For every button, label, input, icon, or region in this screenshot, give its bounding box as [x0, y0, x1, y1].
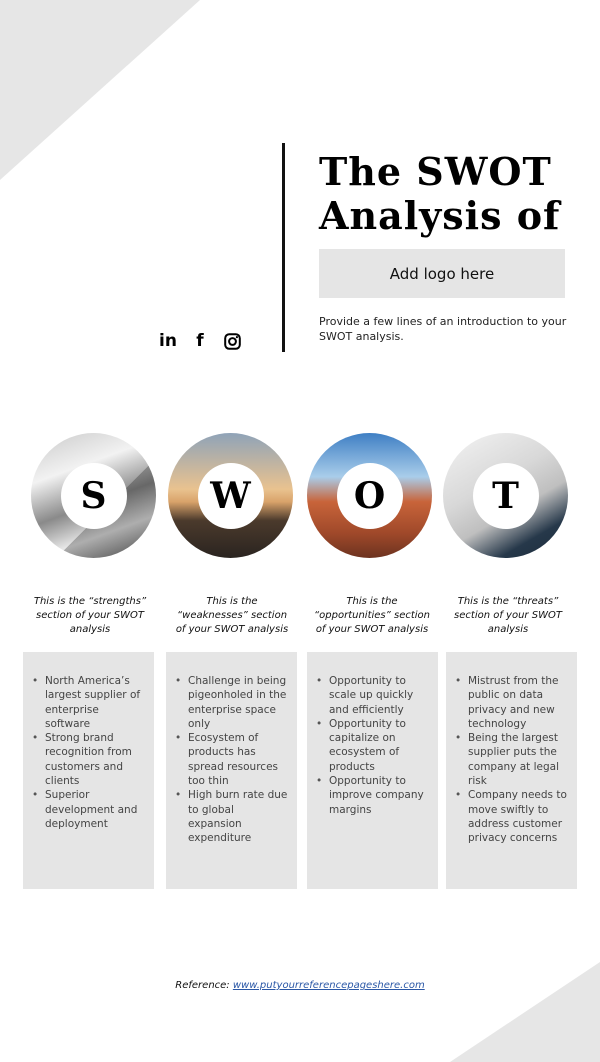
- list-item: • Strong brand recognition from customers and clients: [45, 731, 146, 788]
- weaknesses-letter: W: [198, 463, 264, 529]
- weaknesses-image: [168, 433, 293, 558]
- social-links: [158, 331, 242, 351]
- list-item: • Mistrust from the public on data privacy and new technology: [468, 674, 569, 731]
- opportunities-image: [307, 433, 432, 558]
- threats-box: [446, 652, 577, 889]
- weaknesses-list: [166, 652, 297, 846]
- logo-placeholder[interactable]: [319, 249, 565, 298]
- corner-decoration-top: [0, 0, 200, 180]
- list-item: • North America’s largest supplier of enterprise software: [45, 674, 146, 731]
- opportunities-letter: O: [337, 463, 403, 529]
- reference-label: Reference:: [175, 980, 233, 991]
- facebook-icon[interactable]: f: [196, 331, 204, 351]
- divider-line: [282, 143, 285, 352]
- title-line-2: Analysis of: [319, 193, 561, 238]
- reference-line: [0, 980, 600, 991]
- instagram-icon[interactable]: [222, 331, 242, 351]
- threats-letter: T: [473, 463, 539, 529]
- weaknesses-caption: This is the “weaknesses” section of your SWOT analysis: [175, 596, 289, 635]
- strengths-list: [23, 652, 154, 831]
- list-item: • Being the largest supplier puts the company at legal risk: [468, 731, 569, 788]
- threats-image: [443, 433, 568, 558]
- opportunities-box: [307, 652, 438, 889]
- logo-placeholder-label: Add logo here: [389, 264, 495, 283]
- opportunities-list: [307, 652, 438, 817]
- list-item: • Challenge in being pigeonholed in the enterprise space only: [188, 674, 289, 731]
- reference-link[interactable]: www.putyourreferencepageshere.com: [232, 980, 425, 991]
- weaknesses-box: [166, 652, 297, 889]
- strengths-letter: S: [61, 463, 127, 529]
- page-title: [319, 150, 589, 238]
- list-item: • Superior development and deployment: [45, 788, 146, 831]
- intro-text: Provide a few lines of an introduction to your SWOT analysis.: [319, 315, 567, 343]
- strengths-caption: This is the “strengths” section of your SWOT analysis: [33, 596, 147, 635]
- list-item: • Opportunity to scale up quickly and efficiently: [329, 674, 430, 717]
- linkedin-icon[interactable]: in: [159, 331, 177, 351]
- title-line-1: The SWOT: [319, 149, 552, 194]
- strengths-box: [23, 652, 154, 889]
- list-item: • Company needs to move swiftly to address customer privacy concerns: [468, 788, 569, 845]
- threats-caption: This is the “threats” section of your SWOT analysis: [454, 596, 562, 635]
- list-item: • Opportunity to capitalize on ecosystem of products: [329, 717, 430, 774]
- list-item: • Opportunity to improve company margins: [329, 774, 430, 817]
- list-item: • High burn rate due to global expansion expenditure: [188, 788, 289, 845]
- corner-decoration-bottom: [450, 962, 600, 1062]
- list-item: • Ecosystem of products has spread resources too thin: [188, 731, 289, 788]
- opportunities-caption: This is the “opportunities” section of your SWOT analysis: [313, 596, 431, 635]
- strengths-image: [31, 433, 156, 558]
- instagram-glyph: [224, 333, 241, 350]
- threats-list: [446, 652, 577, 846]
